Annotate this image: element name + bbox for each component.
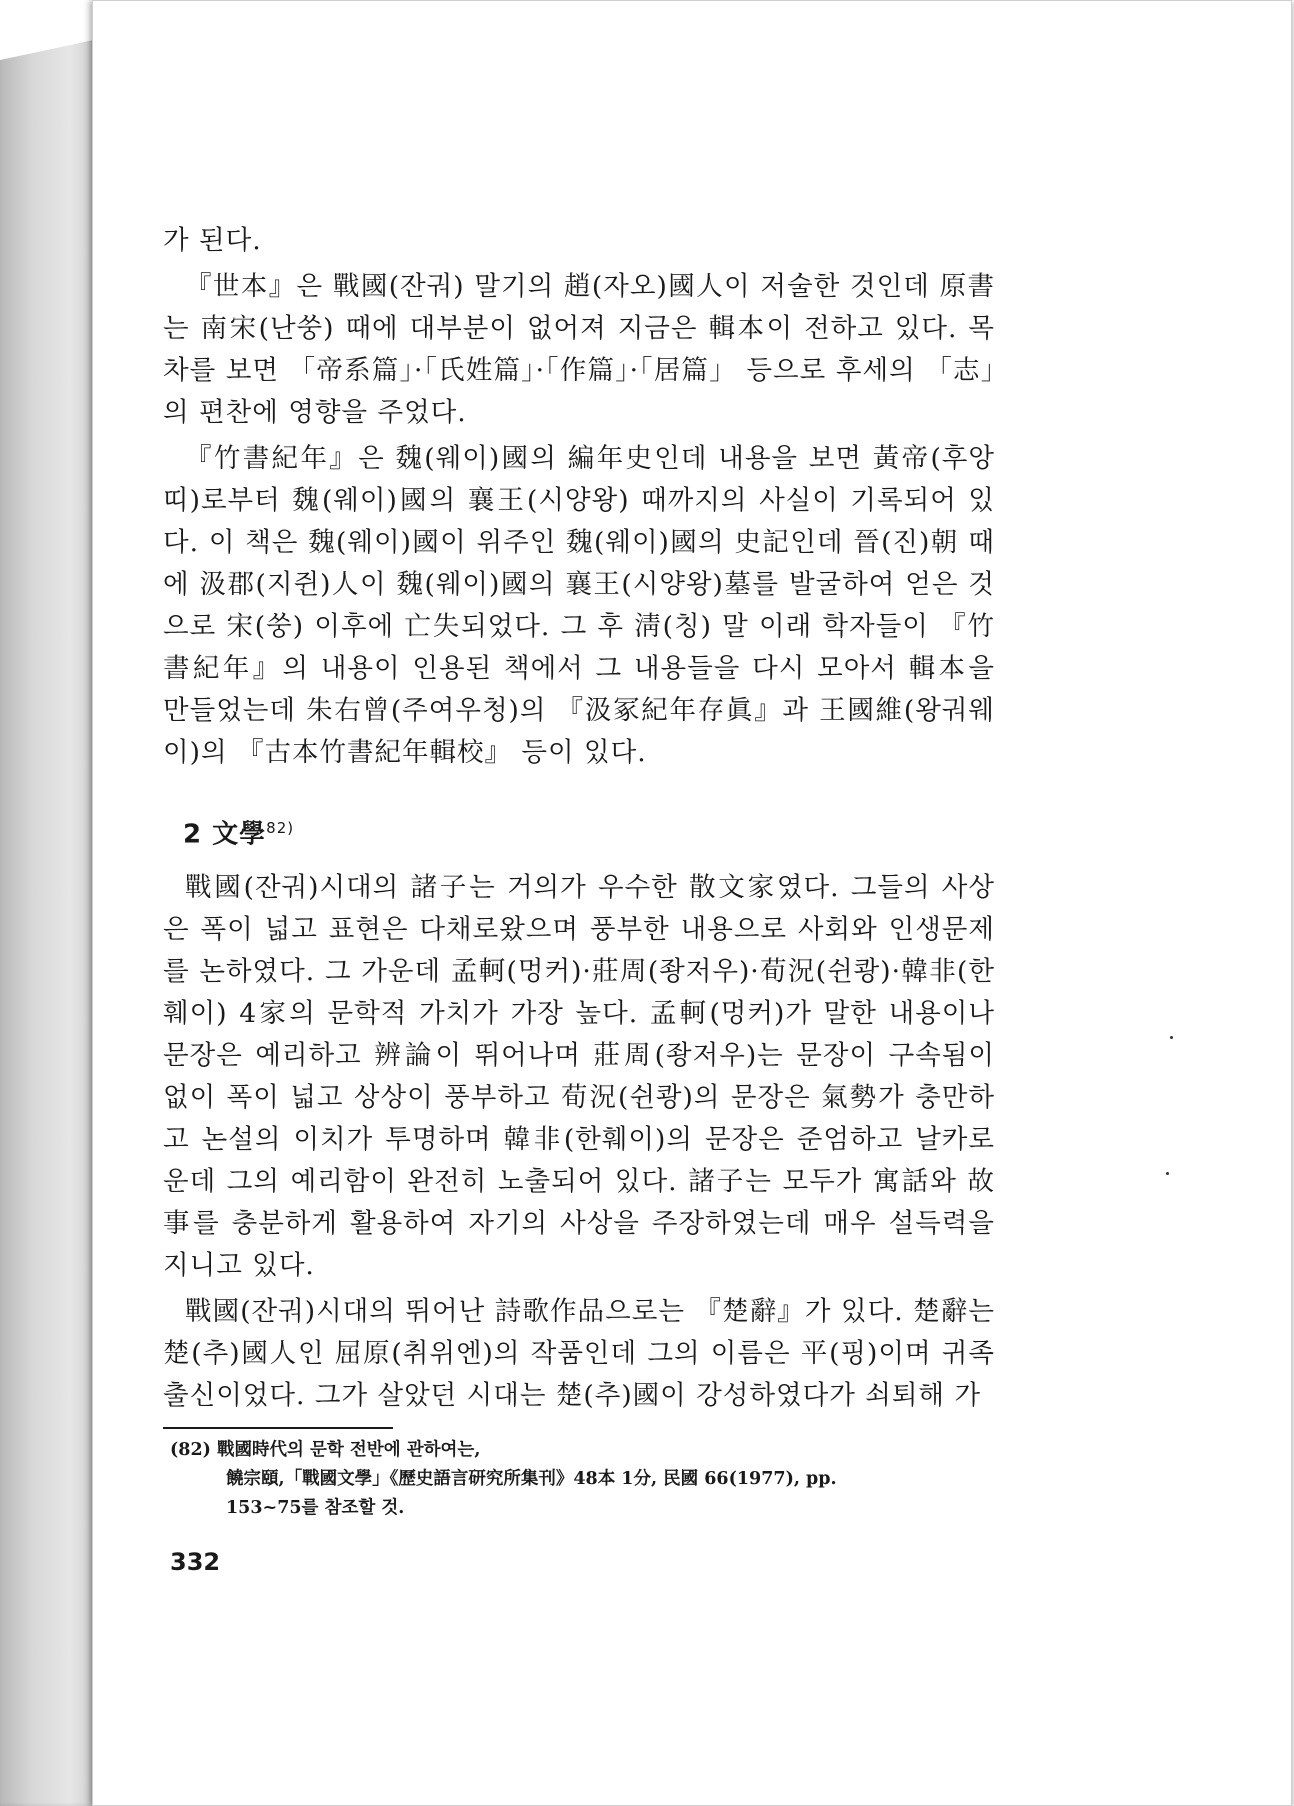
section-number: 2 bbox=[183, 819, 203, 850]
body-text bbox=[163, 220, 995, 1421]
footnote-line: 饒宗頤,「戰國文學」《歷史語言研究所集刊》48本 1分, 民國 66(1977), pp. bbox=[226, 1469, 837, 1489]
section-title-text: 文學 bbox=[212, 819, 267, 850]
page-number: 332 bbox=[170, 1548, 221, 1576]
footnote bbox=[170, 1436, 1000, 1523]
paragraph: 『竹書紀年』은 魏(웨이)國의 編年史인데 내용을 보면 黃帝(후앙띠)로부터 魏(웨이)國의 襄王(시양왕) 때까지의 사실이 기록되어 있다. 이 책은 魏(웨이)國이 위주인 魏(웨이)國의 史記인데 晉(진)朝 때에 汲郡(지쥔)人이 魏(웨이)國의 襄王(시양왕)墓를 발굴하여 얻은 것으로 宋(쑹) 이후에 亡失되었다. 그 후 淸(칭) 말 이래 학자들이 『竹書紀年』의 내용이 인용된 책에서 그 내용들을 다시 모아서 輯本을 만들었는데 朱右曾(주여우청)의 『汲冢紀年存眞』과 王國維(왕궈웨이)의 『古本竹書紀年輯校』 등이 있다. bbox=[163, 443, 995, 768]
footnote-divider bbox=[163, 1427, 393, 1429]
scan-speck bbox=[1166, 1172, 1169, 1175]
paragraph: 戰國(잔궈)시대의 뛰어난 詩歌作品으로는 『楚辭』가 있다. 楚辭는 楚(추)國人인 屈原(취위엔)의 작품인데 그의 이름은 平(핑)이며 귀족출신이었다. 그가 살았던 시대는 楚(추)國이 강성하였다가 쇠퇴해 가 bbox=[163, 1295, 995, 1411]
footnote-line: (82) 戰國時代의 문학 전반에 관하여는, bbox=[170, 1440, 481, 1460]
footnote-ref: 82) bbox=[266, 819, 295, 837]
paragraph: 가 된다. bbox=[163, 225, 262, 256]
book-spine-edge bbox=[0, 40, 94, 1806]
paragraph: 『世本』은 戰國(잔궈) 말기의 趙(자오)國人이 저술한 것인데 原書는 南宋(난쑹) 때에 대부분이 없어져 지금은 輯本이 전하고 있다. 목차를 보면 「帝系篇」·「氏姓篇」·「作篇」·「居篇」 등으로 후세의 「志」의 편찬에 영향을 주었다. bbox=[163, 271, 995, 428]
paragraph: 戰國(잔궈)시대의 諸子는 거의가 우수한 散文家였다. 그들의 사상은 폭이 넓고 표현은 다채로왔으며 풍부한 내용으로 사회와 인생문제를 논하였다. 그 가운데 孟軻(멍커)·莊周(좡저우)·荀況(쉰쾅)·韓非(한훼이) 4家의 문학적 가치가 가장 높다. 孟軻(멍커)가 말한 내용이나 문장은 예리하고 辨論이 뛰어나며 莊周(좡저우)는 문장이 구속됨이 없이 폭이 넓고 상상이 풍부하고 荀況(쉰쾅)의 문장은 氣勢가 충만하고 논설의 이치가 투명하며 韓非(한훼이)의 문장은 준엄하고 날카로운데 그의 예리함이 완전히 노출되어 있다. 諸子는 모두가 寓話와 故事를 충분하게 활용하여 자기의 사상을 주장하였는데 매우 설득력을 지니고 있다. bbox=[163, 871, 995, 1281]
scan-speck bbox=[1170, 1036, 1173, 1039]
section-heading bbox=[183, 810, 995, 853]
footnote-line: 153~75를 참조할 것. bbox=[226, 1498, 405, 1518]
